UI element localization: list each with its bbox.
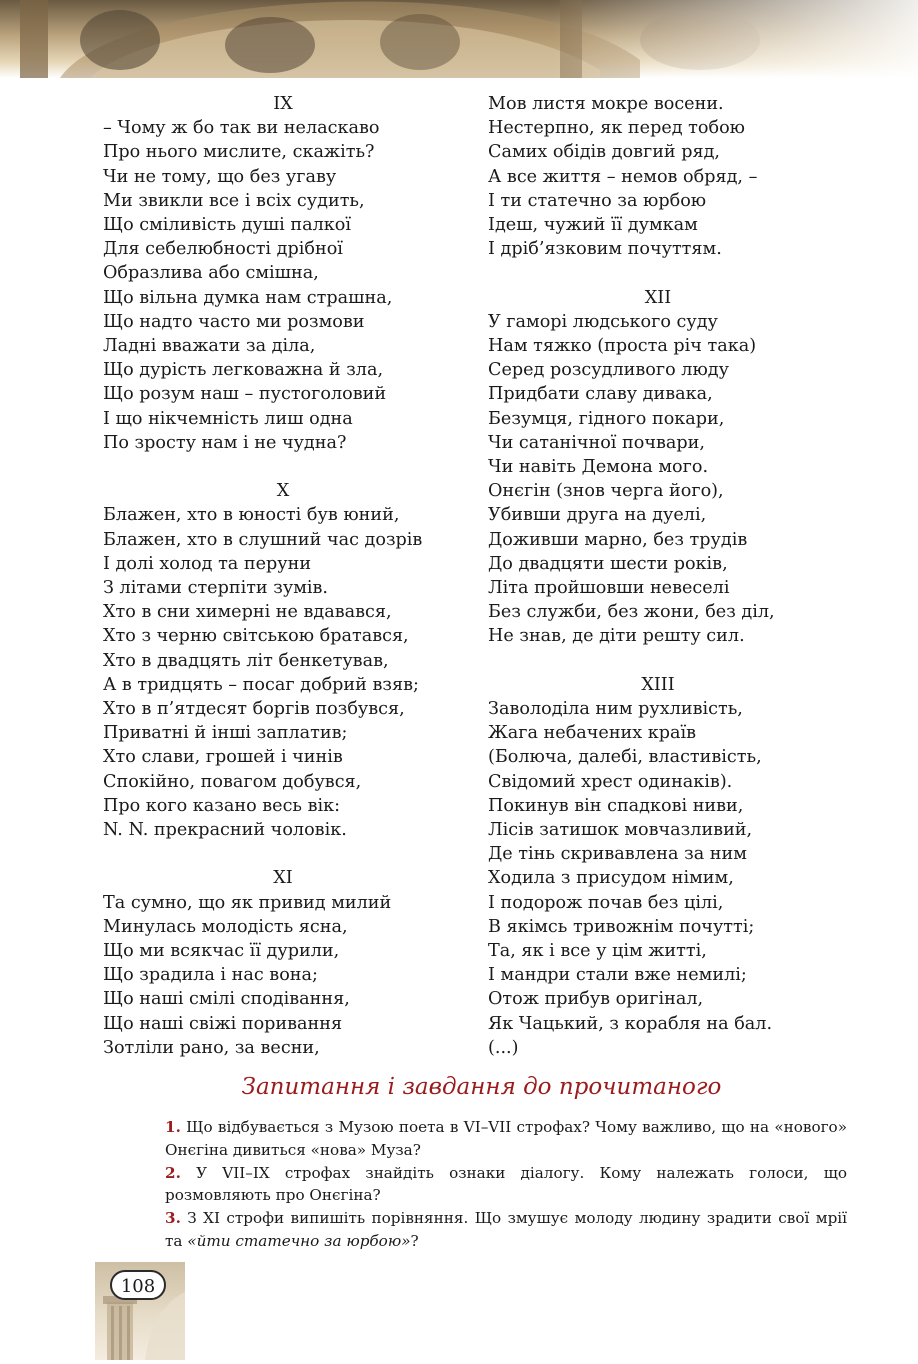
verse-line: Серед розсудливого люду <box>488 360 729 381</box>
left-column <box>103 92 463 1060</box>
verse-line: Минулась молодість ясна, <box>103 916 348 937</box>
questions-section <box>0 1072 918 1250</box>
verse-line: Лісів затишок мовчазливий, <box>488 820 753 841</box>
right-column <box>488 92 828 1060</box>
verse-line: Придбати славу дивака, <box>488 384 713 405</box>
verse-line: Образлива або смішна, <box>103 263 319 284</box>
verse-line: Заволоділа ним рухливість, <box>488 699 743 720</box>
verse-line: І долі холод та перуни <box>103 553 312 574</box>
verse-line: З літами стерпіти зумів. <box>103 578 329 599</box>
verse-line: Свідомий хрест одинаків). <box>488 771 733 792</box>
question-emphasis: «йти статечно за юрбою» <box>187 1231 411 1250</box>
header-illustration <box>0 0 918 78</box>
verse-line: Що розум наш – пустоголовий <box>103 384 387 405</box>
verse-line: Ідеш, чужий її думкам <box>488 215 698 236</box>
verse-line: Де тінь скривавлена за ним <box>488 844 747 865</box>
question-item <box>165 1162 847 1208</box>
verse-line: Ходила з присудом німим, <box>488 868 734 889</box>
verse-line: А в тридцять – посаг добрий взяв; <box>103 674 419 695</box>
verse-line: Хто в п’ятдесят боргів позбувся, <box>103 699 405 720</box>
stanza-gap <box>103 455 463 479</box>
verse-line: Що наші смілі сподівання, <box>103 989 350 1010</box>
verse-line: І мандри стали вже немилі; <box>488 965 747 986</box>
question-item <box>165 1116 847 1162</box>
verse-line: Що ми всякчас її дурили, <box>103 941 340 962</box>
stanza <box>103 92 463 455</box>
verse-line: Що зрадила і нас вона; <box>103 965 318 986</box>
verse-line: Покинув він спадкові ниви, <box>488 795 744 816</box>
verse-line: Безумця, гідного покари, <box>488 408 725 429</box>
verse-line: (...) <box>488 1037 519 1058</box>
stanza <box>488 286 828 649</box>
verse-line: Хто слави, грошей і чинів <box>103 747 343 768</box>
verse-line: Що вільна думка нам страшна, <box>103 287 393 308</box>
stanza-number: XIII <box>641 674 675 695</box>
stanza-number: X <box>276 481 290 502</box>
verse-line: Літа пройшовши невеселі <box>488 578 730 599</box>
question-item <box>165 1207 847 1253</box>
verse-line: Про кого казано весь вік: <box>103 795 341 816</box>
stanza-number: XI <box>273 868 293 889</box>
verse-line: І ти статечно за юрбою <box>488 190 707 211</box>
verse-line: Та сумно, що як привид милий <box>103 892 392 913</box>
stanza-number: XII <box>644 287 672 308</box>
page-number: 108 <box>110 1270 166 1300</box>
verse-line: Не знав, де діти решту сил. <box>488 626 745 647</box>
verse-line: Ладні вважати за діла, <box>103 336 316 357</box>
questions-list <box>165 1116 847 1253</box>
verse-line: Самих обідів довгий ряд, <box>488 142 721 163</box>
verse-line: Жага небачених країв <box>488 723 697 744</box>
verse-line: Отож прибув оригінал, <box>488 989 704 1010</box>
verse-line: Та, як і все у цім житті, <box>488 941 707 962</box>
verse-line: Про нього мислите, скажіть? <box>103 142 375 163</box>
question-text: У VII–IX строфах знайдіть ознаки діалогу. Кому належать голоси, що розмовляють про Онєгіна? <box>165 1163 847 1205</box>
question-text: Що відбувається з Музою поета в VI–VII строфах? Чому важливо, що на «нового» Онєгіна дивиться «нова» Муза? <box>165 1118 847 1159</box>
verse-line: Що сміливість душі палкої <box>103 215 351 236</box>
verse-line: Що наші свіжі поривання <box>103 1013 343 1034</box>
verse-line: Чи не тому, що без угаву <box>103 166 337 187</box>
verse-line: Хто з черню світською братався, <box>103 626 409 647</box>
stanza-gap <box>103 842 463 866</box>
verse-line: Зотліли рано, за весни, <box>103 1037 320 1058</box>
verse-line: Чи сатанічної почвари, <box>488 432 705 453</box>
verse-line: Блажен, хто в слушний час дозрів <box>103 529 423 550</box>
stanza-gap <box>488 261 828 285</box>
questions-title: Запитання і завдання до прочитаного <box>241 1074 722 1100</box>
verse-line: Онєгін (знов черга його), <box>488 481 724 502</box>
verse-line: І подорож почав без цілі, <box>488 892 724 913</box>
verse-line: Ми звикли все і всіх судить, <box>103 190 365 211</box>
verse-line: Нестерпно, як перед тобою <box>488 118 745 139</box>
question-number: 1. <box>165 1118 181 1136</box>
question-text: З XI строфи випишіть порівняння. Що змушує молоду людину зрадити свої мрії та <box>165 1209 848 1250</box>
verse-line: Приватні й інші заплатив; <box>103 723 348 744</box>
verse-line: І дріб’язковим почуттям. <box>488 239 722 260</box>
verse-line: У гаморі людського суду <box>488 311 718 332</box>
stanza-gap <box>488 649 828 673</box>
verse-line: N. N. прекрасний чоловік. <box>103 820 347 841</box>
verse-line: Хто в сни химерні не вдавався, <box>103 602 392 623</box>
verse-line: До двадцяти шести років, <box>488 553 728 574</box>
verse-line: Що дурість легковажна й зла, <box>103 360 384 381</box>
stanza <box>488 673 828 1060</box>
verse-line: – Чому ж бо так ви неласкаво <box>103 118 380 139</box>
verse-line: Чи навіть Демона мого. <box>488 457 709 478</box>
stanza-continuation <box>488 92 828 261</box>
verse-line: А все життя – немов обряд, – <box>488 166 758 187</box>
question-tail: ? <box>410 1231 419 1250</box>
verse-line: І що нікчемність лиш одна <box>103 408 353 429</box>
verse-line: По зросту нам і не чудна? <box>103 432 347 453</box>
verse-line: Що надто часто ми розмови <box>103 311 365 332</box>
verse-line: Блажен, хто в юності був юний, <box>103 505 400 526</box>
verse-line: Хто в двадцять літ бенкетував, <box>103 650 389 671</box>
verse-line: Спокійно, повагом добувся, <box>103 771 362 792</box>
verse-line: Без служби, без жони, без діл, <box>488 602 775 623</box>
header-fade <box>0 0 918 78</box>
stanza <box>103 479 463 842</box>
verse-line: Мов листя мокре восени. <box>488 94 724 114</box>
verse-line: Нам тяжко (проста річ така) <box>488 336 757 357</box>
stanza <box>103 866 463 1060</box>
stanza-number: IX <box>273 94 293 114</box>
verse-line: Як Чацький, з корабля на бал. <box>488 1013 773 1034</box>
question-number: 3. <box>165 1209 181 1228</box>
question-number: 2. <box>165 1163 181 1182</box>
verse-line: (Болюча, далебі, властивість, <box>488 747 762 768</box>
verse-line: Убивши друга на дуелі, <box>488 505 707 526</box>
verse-line: В якімсь тривожнім почутті; <box>488 916 755 937</box>
verse-line: Для себелюбності дрібної <box>103 239 343 260</box>
verse-line: Доживши марно, без трудів <box>488 529 748 550</box>
